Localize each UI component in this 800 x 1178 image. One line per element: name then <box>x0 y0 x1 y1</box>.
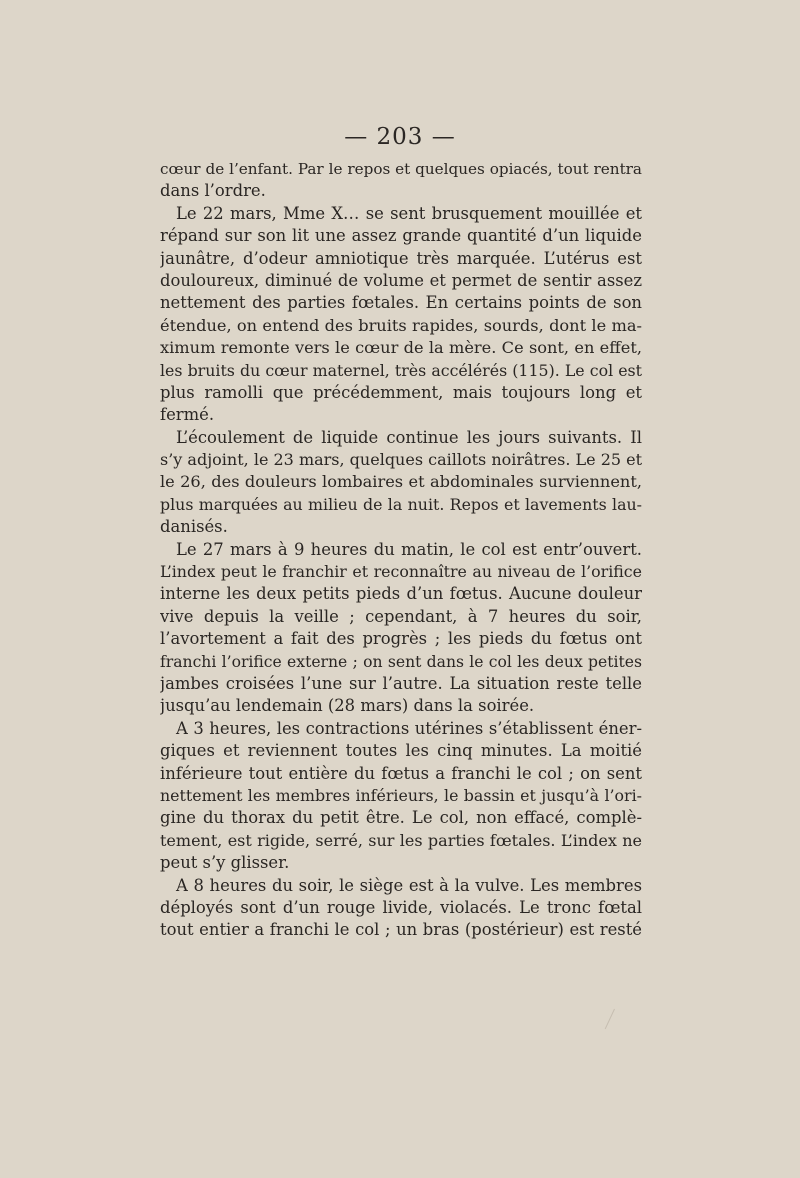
text-line: étendue, on entend des bruits rapides, sourds, dont le ma- <box>160 315 642 335</box>
text-line: jambes croisées l’une sur l’autre. La situation reste telle <box>160 673 642 693</box>
text-line: répand sur son lit une assez grande quantité d’un liquide <box>160 226 642 246</box>
text-line: interne les deux petits pieds d’un fœtus. Aucune douleur <box>160 584 642 604</box>
text-line: gine du thorax du petit être. Le col, non effacé, complè- <box>160 808 642 828</box>
text-line: L’écoulement de liquide continue les jours suivants. Il <box>176 427 642 447</box>
text-line: cœur de l’enfant. Par le repos et quelques opiacés, tout rentra <box>160 160 642 178</box>
text-line: Le 22 mars, Mme X… se sent brusquement mouillée et <box>176 203 642 223</box>
text-line: fermé. <box>160 405 215 425</box>
text-line: Le 27 mars à 9 heures du matin, le col est entr’ouvert. <box>176 539 642 559</box>
text-line: franchi l’orifice externe ; on sent dans le col les deux petites <box>160 652 642 671</box>
text-line: jaunâtre, d’odeur amniotique très marquée. L’utérus est <box>160 248 642 268</box>
text-line: les bruits du cœur maternel, très accélérés (115). Le col est <box>160 360 642 380</box>
text-line: nettement des parties fœtales. En certains points de son <box>160 293 642 313</box>
text-line: jusqu’au lendemain (28 mars) dans la soirée. <box>160 696 535 716</box>
text-line: l’avortement a fait des progrès ; les pieds du fœtus ont <box>160 629 642 649</box>
text-line: dans l’ordre. <box>160 181 266 201</box>
text-line: ximum remonte vers le cœur de la mère. Ce sont, en effet, <box>160 338 642 358</box>
text-line: A 3 heures, les contractions utérines s’établissent éner- <box>176 718 642 738</box>
text-line: le 26, des douleurs lombaires et abdominales surviennent, <box>160 472 642 492</box>
text-line: peut s’y glisser. <box>160 853 290 873</box>
pencil-mark <box>592 1003 615 1029</box>
text-line: déployés sont d’un rouge livide, violacés. Le tronc fœtal <box>160 897 642 917</box>
text-line: L’index peut le franchir et reconnaître au niveau de l’orifice <box>160 562 642 582</box>
text-line: plus marquées au milieu de la nuit. Repos et lavements lau- <box>160 494 642 514</box>
text-line: giques et reviennent toutes les cinq minutes. La moitié <box>160 741 642 761</box>
text-line: danisés. <box>160 517 228 537</box>
text-line: tement, est rigide, serré, sur les parties fœtales. L’index ne <box>160 830 642 850</box>
text-line: vive depuis la veille ; cependant, à 7 heures du soir, <box>160 606 642 626</box>
text-line: douloureux, diminué de volume et permet de sentir assez <box>160 270 642 290</box>
text-line: inférieure tout entière du fœtus a franchi le col ; on sent <box>160 763 642 783</box>
text-line: s’y adjoint, le 23 mars, quelques caillots noirâtres. Le 25 et <box>160 450 642 470</box>
body-text <box>160 158 642 942</box>
text-line: nettement les membres inférieurs, le bassin et jusqu’à l’ori- <box>160 785 642 805</box>
text-line: tout entier a franchi le col ; un bras (postérieur) est resté <box>160 920 642 940</box>
text-line: A 8 heures du soir, le siège est à la vulve. Les membres <box>176 875 642 895</box>
text-line: plus ramolli que précédemment, mais toujours long et <box>160 382 642 402</box>
page-number: — 203 — <box>344 124 456 150</box>
